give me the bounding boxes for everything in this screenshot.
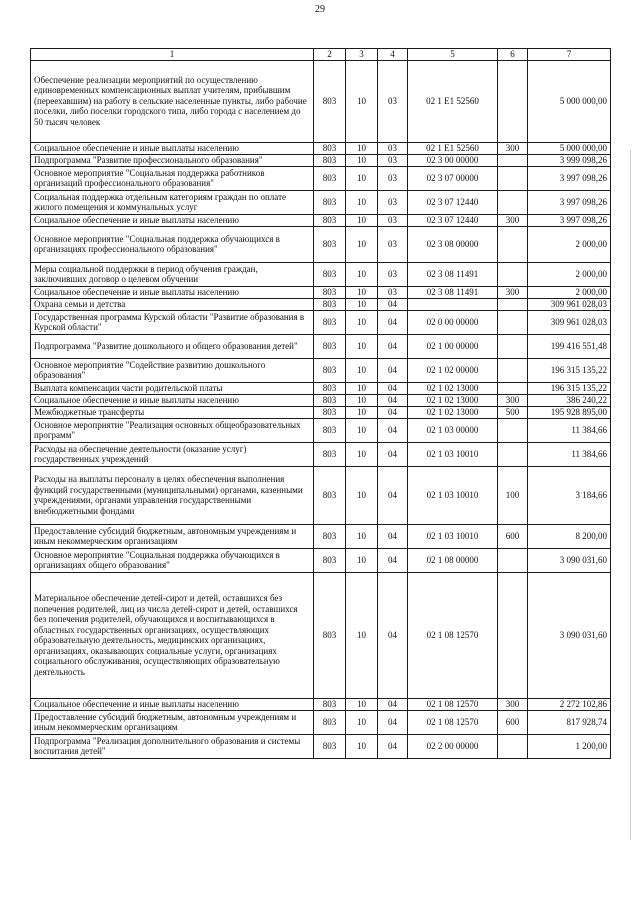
expense-type-code <box>498 572 528 698</box>
expense-type-code <box>498 442 528 466</box>
expense-type-code: 600 <box>498 710 528 734</box>
item-name: Материальное обеспечение детей-сирот и детей, оставшихся без попечения родителей, лиц из числа детей-сирот и детей, оставшихся без попечения родителей, обучающихся и воспитывающихся в областных государственных организациях, осуществляющих образовательную деятельность, медицинских организациях, организациях, оказывающих социальные услуги, организациях социального обслуживания, осуществляющих образовательную деятельность <box>31 572 314 698</box>
expense-type-code <box>498 548 528 572</box>
admin-code: 803 <box>314 286 346 298</box>
expense-type-code <box>498 190 528 214</box>
amount: 3 997 098,26 <box>528 190 611 214</box>
expense-type-code: 300 <box>498 698 528 710</box>
header-col-5: 5 <box>408 49 498 61</box>
section-code: 10 <box>346 142 378 154</box>
subsection-code: 03 <box>378 154 408 166</box>
item-name: Государственная программа Курской области "Развитие образования в Курской области" <box>31 310 314 334</box>
item-name: Основное мероприятие "Содействие развитию дошкольного образования" <box>31 358 314 382</box>
section-code: 10 <box>346 286 378 298</box>
admin-code: 803 <box>314 710 346 734</box>
target-article-code <box>408 298 498 310</box>
target-article-code: 02 1 08 12570 <box>408 572 498 698</box>
expense-type-code <box>498 734 528 758</box>
target-article-code: 02 1 03 00000 <box>408 418 498 442</box>
admin-code: 803 <box>314 154 346 166</box>
section-code: 10 <box>346 406 378 418</box>
table-row <box>31 524 611 548</box>
table-row <box>31 418 611 442</box>
table-row <box>31 310 611 334</box>
section-code: 10 <box>346 310 378 334</box>
section-code: 10 <box>346 166 378 190</box>
expense-type-code <box>498 334 528 358</box>
item-name: Расходы на выплаты персоналу в целях обеспечения выполнения функций государственными (муниципальными) органами, казенными учреждениями, органами управления государственными внебюджетными фондами <box>31 466 314 524</box>
expense-type-code <box>498 226 528 262</box>
table-row <box>31 262 611 286</box>
expense-type-code <box>498 166 528 190</box>
item-name: Социальная поддержка отдельным категориям граждан по оплате жилого помещения и коммунальных услуг <box>31 190 314 214</box>
amount: 309 961 028,03 <box>528 310 611 334</box>
section-code: 10 <box>346 358 378 382</box>
section-code: 10 <box>346 214 378 226</box>
expense-type-code <box>498 298 528 310</box>
item-name: Социальное обеспечение и иные выплаты населению <box>31 698 314 710</box>
section-code: 10 <box>346 226 378 262</box>
item-name: Социальное обеспечение и иные выплаты населению <box>31 214 314 226</box>
admin-code: 803 <box>314 394 346 406</box>
item-name: Основное мероприятие "Социальная поддержка обучающихся в организациях общего образования" <box>31 548 314 572</box>
expense-type-code: 300 <box>498 286 528 298</box>
admin-code: 803 <box>314 310 346 334</box>
amount: 3 090 031,60 <box>528 548 611 572</box>
table-row <box>31 60 611 142</box>
target-article-code: 02 1 08 12570 <box>408 710 498 734</box>
item-name: Социальное обеспечение и иные выплаты населению <box>31 142 314 154</box>
admin-code: 803 <box>314 358 346 382</box>
header-col-2: 2 <box>314 49 346 61</box>
amount: 196 315 135,22 <box>528 358 611 382</box>
expense-type-code <box>498 310 528 334</box>
table-row <box>31 142 611 154</box>
table-row <box>31 734 611 758</box>
table-row <box>31 226 611 262</box>
admin-code: 803 <box>314 60 346 142</box>
budget-table <box>30 48 611 759</box>
target-article-code: 02 1 02 00000 <box>408 358 498 382</box>
amount: 1 200,00 <box>528 734 611 758</box>
item-name: Подпрограмма "Развитие дошкольного и общего образования детей" <box>31 334 314 358</box>
target-article-code: 02 3 08 11491 <box>408 262 498 286</box>
item-name: Основное мероприятие "Социальная поддержка работников организаций профессионального образования" <box>31 166 314 190</box>
target-article-code: 02 1 02 13000 <box>408 394 498 406</box>
expense-type-code: 500 <box>498 406 528 418</box>
item-name: Предоставление субсидий бюджетным, автономным учреждениям и иным некоммерческим организациям <box>31 524 314 548</box>
section-code: 10 <box>346 298 378 310</box>
amount: 2 000,00 <box>528 226 611 262</box>
amount: 8 200,00 <box>528 524 611 548</box>
section-code: 10 <box>346 442 378 466</box>
section-code: 10 <box>346 262 378 286</box>
item-name: Охрана семьи и детства <box>31 298 314 310</box>
subsection-code: 03 <box>378 142 408 154</box>
subsection-code: 04 <box>378 382 408 394</box>
subsection-code: 04 <box>378 698 408 710</box>
subsection-code: 03 <box>378 60 408 142</box>
amount: 2 000,00 <box>528 262 611 286</box>
target-article-code: 02 1 00 00000 <box>408 334 498 358</box>
admin-code: 803 <box>314 418 346 442</box>
admin-code: 803 <box>314 698 346 710</box>
item-name: Расходы на обеспечение деятельности (оказание услуг) государственных учреждений <box>31 442 314 466</box>
target-article-code: 02 3 08 00000 <box>408 226 498 262</box>
amount: 817 928,74 <box>528 710 611 734</box>
target-article-code: 02 1 E1 52560 <box>408 142 498 154</box>
amount: 196 315 135,22 <box>528 382 611 394</box>
target-article-code: 02 1 08 12570 <box>408 698 498 710</box>
table-row <box>31 334 611 358</box>
subsection-code: 04 <box>378 524 408 548</box>
target-article-code: 02 1 E1 52560 <box>408 60 498 142</box>
table-row <box>31 358 611 382</box>
section-code: 10 <box>346 60 378 142</box>
amount: 195 928 895,00 <box>528 406 611 418</box>
section-code: 10 <box>346 466 378 524</box>
item-name: Социальное обеспечение и иные выплаты населению <box>31 286 314 298</box>
admin-code: 803 <box>314 406 346 418</box>
subsection-code: 03 <box>378 286 408 298</box>
section-code: 10 <box>346 382 378 394</box>
amount: 3 999 098,26 <box>528 154 611 166</box>
subsection-code: 03 <box>378 262 408 286</box>
header-col-4: 4 <box>378 49 408 61</box>
subsection-code: 04 <box>378 406 408 418</box>
section-code: 10 <box>346 394 378 406</box>
admin-code: 803 <box>314 166 346 190</box>
item-name: Межбюджетные трансферты <box>31 406 314 418</box>
item-name: Выплата компенсации части родительской платы <box>31 382 314 394</box>
subsection-code: 04 <box>378 394 408 406</box>
table-row <box>31 442 611 466</box>
item-name: Основное мероприятие "Реализация основных общеобразовательных программ" <box>31 418 314 442</box>
subsection-code: 04 <box>378 548 408 572</box>
target-article-code: 02 1 03 10010 <box>408 466 498 524</box>
section-code: 10 <box>346 710 378 734</box>
section-code: 10 <box>346 698 378 710</box>
target-article-code: 02 1 02 13000 <box>408 406 498 418</box>
section-code: 10 <box>346 734 378 758</box>
amount: 3 997 098,26 <box>528 166 611 190</box>
amount: 3 997 098,26 <box>528 214 611 226</box>
admin-code: 803 <box>314 334 346 358</box>
subsection-code: 04 <box>378 358 408 382</box>
subsection-code: 04 <box>378 418 408 442</box>
table-row <box>31 406 611 418</box>
subsection-code: 04 <box>378 442 408 466</box>
amount: 386 240,22 <box>528 394 611 406</box>
section-code: 10 <box>346 334 378 358</box>
amount: 2 272 102,86 <box>528 698 611 710</box>
expense-type-code: 300 <box>498 142 528 154</box>
item-name: Социальное обеспечение и иные выплаты населению <box>31 394 314 406</box>
admin-code: 803 <box>314 442 346 466</box>
expense-type-code: 300 <box>498 394 528 406</box>
target-article-code: 02 2 00 00000 <box>408 734 498 758</box>
subsection-code: 04 <box>378 334 408 358</box>
target-article-code: 02 1 08 00000 <box>408 548 498 572</box>
amount: 2 000,00 <box>528 286 611 298</box>
subsection-code: 04 <box>378 298 408 310</box>
budget-table-body <box>31 60 611 758</box>
admin-code: 803 <box>314 214 346 226</box>
section-code: 10 <box>346 418 378 442</box>
table-row <box>31 298 611 310</box>
admin-code: 803 <box>314 190 346 214</box>
section-code: 10 <box>346 154 378 166</box>
admin-code: 803 <box>314 466 346 524</box>
table-row <box>31 698 611 710</box>
admin-code: 803 <box>314 262 346 286</box>
expense-type-code: 100 <box>498 466 528 524</box>
target-article-code: 02 3 07 00000 <box>408 166 498 190</box>
target-article-code: 02 3 00 00000 <box>408 154 498 166</box>
amount: 3 090 031,60 <box>528 572 611 698</box>
amount: 3 184,66 <box>528 466 611 524</box>
item-name: Меры социальной поддержки в период обучения граждан, заключивших договор о целевом обучении <box>31 262 314 286</box>
item-name: Обеспечение реализации мероприятий по осуществлению единовременных компенсационных выплат учителям, прибывшим (переехавшим) на работу в сельские населенные пункты, либо рабочие поселки, либо поселки городского типа, либо города с населением до 50 тысяч человек <box>31 60 314 142</box>
expense-type-code <box>498 154 528 166</box>
section-code: 10 <box>346 190 378 214</box>
target-article-code: 02 3 07 12440 <box>408 190 498 214</box>
subsection-code: 04 <box>378 710 408 734</box>
subsection-code: 03 <box>378 190 408 214</box>
subsection-code: 04 <box>378 572 408 698</box>
amount: 5 000 000,00 <box>528 142 611 154</box>
table-row <box>31 154 611 166</box>
admin-code: 803 <box>314 548 346 572</box>
target-article-code: 02 3 07 12440 <box>408 214 498 226</box>
header-col-6: 6 <box>498 49 528 61</box>
target-article-code: 02 0 00 00000 <box>408 310 498 334</box>
target-article-code: 02 3 08 11491 <box>408 286 498 298</box>
target-article-code: 02 1 02 13000 <box>408 382 498 394</box>
table-row <box>31 190 611 214</box>
target-article-code: 02 1 03 10010 <box>408 442 498 466</box>
subsection-code: 04 <box>378 310 408 334</box>
expense-type-code: 600 <box>498 524 528 548</box>
expense-type-code <box>498 60 528 142</box>
item-name: Основное мероприятие "Социальная поддержка обучающихся в организациях профессионального образования" <box>31 226 314 262</box>
section-code: 10 <box>346 548 378 572</box>
admin-code: 803 <box>314 142 346 154</box>
subsection-code: 04 <box>378 466 408 524</box>
subsection-code: 03 <box>378 226 408 262</box>
amount: 309 961 028,03 <box>528 298 611 310</box>
expense-type-code: 300 <box>498 214 528 226</box>
table-row <box>31 394 611 406</box>
amount: 11 384,66 <box>528 418 611 442</box>
header-col-7: 7 <box>528 49 611 61</box>
amount: 199 416 551,48 <box>528 334 611 358</box>
subsection-code: 03 <box>378 214 408 226</box>
section-code: 10 <box>346 572 378 698</box>
scan-edge-line <box>630 150 631 840</box>
subsection-code: 04 <box>378 734 408 758</box>
admin-code: 803 <box>314 524 346 548</box>
table-row <box>31 214 611 226</box>
table-row <box>31 286 611 298</box>
amount: 5 000 000,00 <box>528 60 611 142</box>
table-row <box>31 548 611 572</box>
admin-code: 803 <box>314 298 346 310</box>
header-row <box>31 49 611 61</box>
table-row <box>31 466 611 524</box>
expense-type-code <box>498 382 528 394</box>
admin-code: 803 <box>314 734 346 758</box>
admin-code: 803 <box>314 572 346 698</box>
header-col-3: 3 <box>346 49 378 61</box>
header-col-1: 1 <box>31 49 314 61</box>
section-code: 10 <box>346 524 378 548</box>
page-number: 29 <box>315 4 325 15</box>
admin-code: 803 <box>314 382 346 394</box>
subsection-code: 03 <box>378 166 408 190</box>
table-row <box>31 572 611 698</box>
table-row <box>31 710 611 734</box>
table-row <box>31 382 611 394</box>
target-article-code: 02 1 03 10010 <box>408 524 498 548</box>
item-name: Подпрограмма "Реализация дополнительного образования и системы воспитания детей" <box>31 734 314 758</box>
amount: 11 384,66 <box>528 442 611 466</box>
table-row <box>31 166 611 190</box>
item-name: Подпрограмма "Развитие профессионального образования" <box>31 154 314 166</box>
admin-code: 803 <box>314 226 346 262</box>
expense-type-code <box>498 418 528 442</box>
expense-type-code <box>498 262 528 286</box>
expense-type-code <box>498 358 528 382</box>
item-name: Предоставление субсидий бюджетным, автономным учреждениям и иным некоммерческим организациям <box>31 710 314 734</box>
